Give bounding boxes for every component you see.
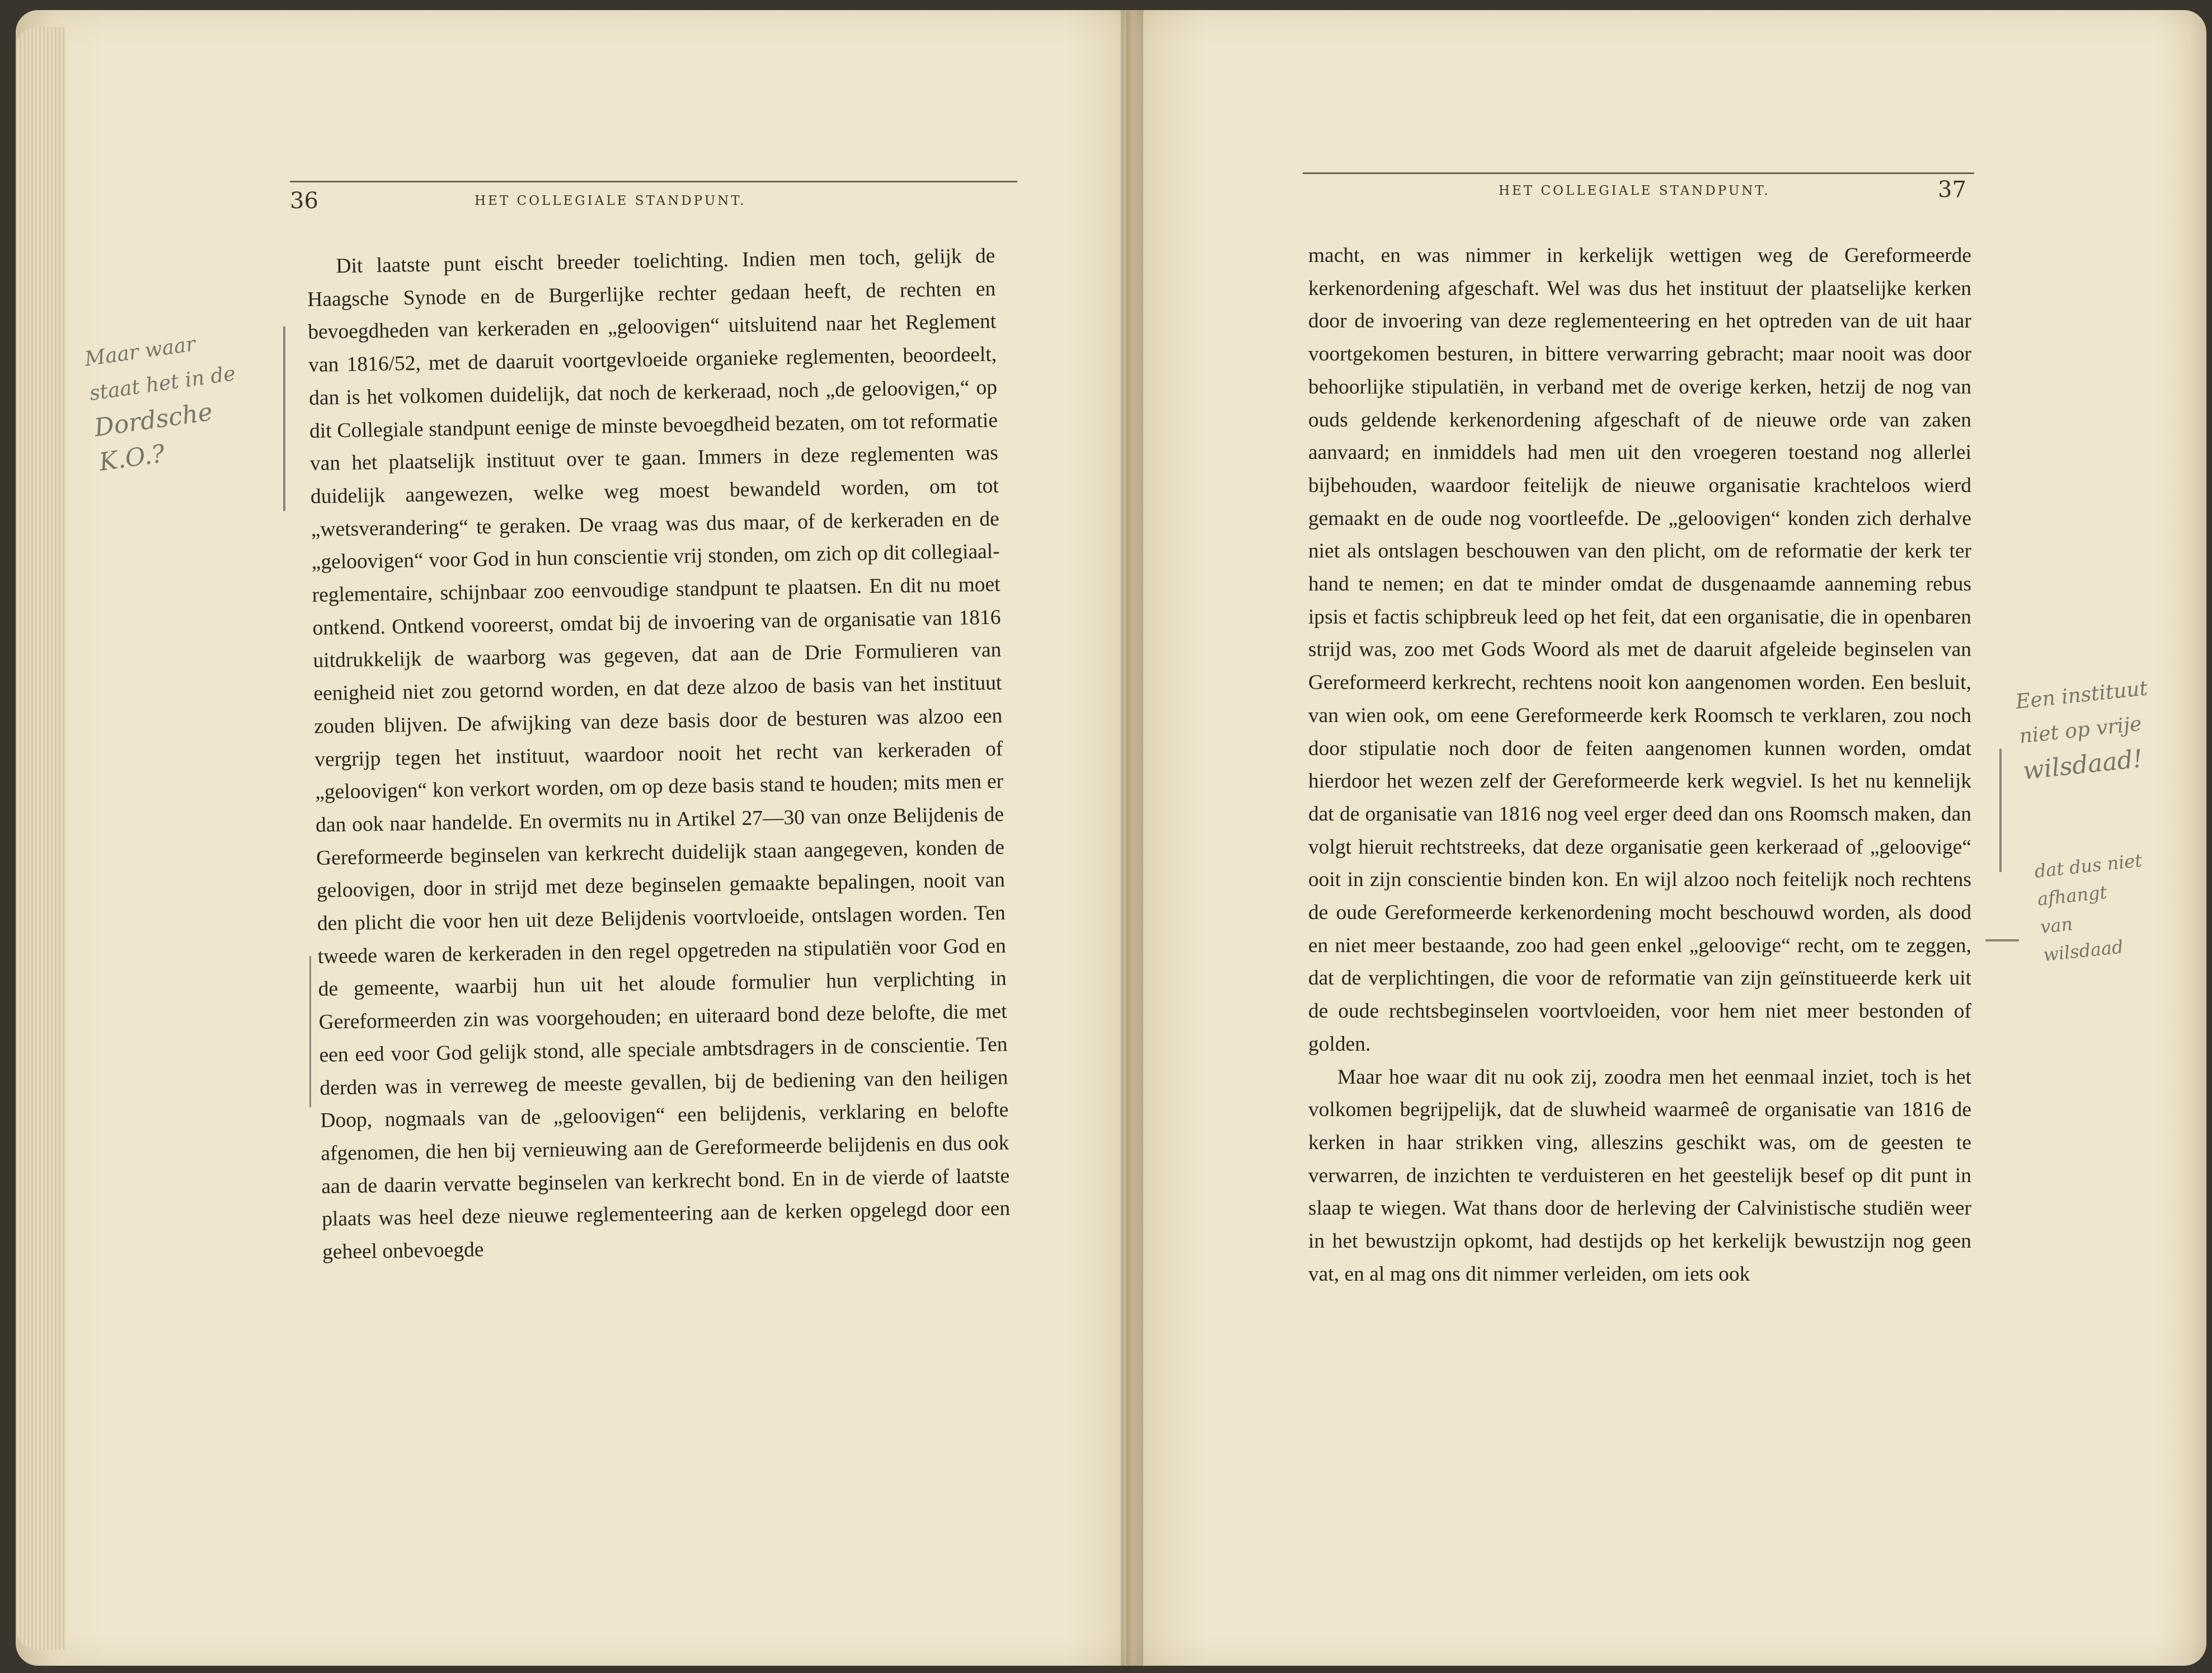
- margin-note-line: Een instituut: [2014, 677, 2149, 714]
- margin-note-left: [82, 317, 284, 480]
- margin-note-line: dat dus niet: [2033, 849, 2143, 882]
- page-number-right: 37: [1938, 177, 1966, 203]
- margin-note-line: van: [2039, 913, 2074, 938]
- header-rule-right: [1303, 172, 1974, 174]
- margin-note-line: Dordsche K.O.?: [92, 397, 214, 477]
- right-body-text: [1308, 240, 1971, 1291]
- margin-note-line: Maar waar: [83, 332, 197, 371]
- margin-bracket-line: [283, 326, 285, 511]
- running-head-right: HET COLLEGIALE STANDPUNT.: [1499, 184, 1770, 198]
- header-rule-left: [290, 181, 1017, 182]
- book-spine: [1121, 10, 1143, 1666]
- margin-dash-mark: [1985, 939, 2019, 941]
- margin-note-right-1: [2014, 668, 2192, 789]
- margin-note-line: staat het in de: [88, 362, 237, 406]
- paragraph: Dit laatste punt eischt breeder toelichting. Indien men toch, gelijk de Haagsche Synode en de Burgerlijke rechter gedaan heeft, de rechten en bevoegdheden van kerkeraden en „geloovigen“ uitsluitend naar het Reglement van 1816/52, met de daaruit voortgevloeide organieke reglementen, beoordeelt, dan is het volkomen duidelijk, dat noch de kerkeraad, noch „de geloovigen,“ op dit Collegiale standpunt eenige de minste bevoegdheid bezaten, om tot reformatie van het plaatselijk instituut over te gaan. Immers in deze reglementen was duidelijk aangewezen, welke weg moest bewandeld worden, om tot „wetsverandering“ te geraken. De vraag was dus maar, of de kerkeraden en de „geloovigen“ voor God in hun conscientie vrij stonden, om zich op dit collegiaal-reglementaire, schijnbaar zoo eenvoudige standpunt te plaatsen. En dit nu moet ontkend. Ontkend vooreerst, omdat bij de invoering van de organisatie van 1816 uitdrukkelijk de waarborg was gegeven, dat aan de Drie Formulieren van eenigheid niet zou getornd worden, en dat deze alzoo de basis van het instituut zouden blijven. De afwijking van deze basis door de besturen was alzoo een vergrijp tegen het instituut, waardoor nooit het recht van kerkeraden of „geloovigen“ kon verkort worden, om op deze basis stand te houden; mits men er dan ook naar handelde. En overmits nu in Artikel 27—30 van onze Belijdenis de Gereformeerde beginselen van kerkrecht duidelijk staan aangegeven, konden de geloovigen, door in strijd met deze beginselen gemaakte bepalingen, nooit van den plicht die voor hen uit deze Belijdenis voortvloeide, ontslagen worden. Ten tweede waren de kerkeraden in den regel opgetreden na stipulatiën voor God en de gemeente, waarbij hun uit het aloude formulier hun verplichting in Gereformeerden zin was voorgehouden; en uiteraard bond deze belofte, die met een eed voor God gelijk stond, alle speciale ambtsdragers in de conscientie. Ten derden was in verreweg de meeste gevallen, bij de bediening van den heiligen Doop, nogmaals van de „geloovigen“ een belijdenis, verklaring en belofte afgenomen, die hen bij vernieuwing aan de Gereformeerde belijdenis en dus ook aan de daarin vervatte beginselen van kerkrecht bond. En in de vierde of laatste plaats was heel deze nieuwe reglementeering aan de kerken opgelegd door een geheel onbevoegde: [307, 244, 1011, 1264]
- margin-note-line: afhangt: [2036, 881, 2108, 910]
- open-book: [16, 10, 2206, 1666]
- right-page: [1126, 10, 2206, 1666]
- page-edges: [16, 27, 66, 1650]
- left-body-text: [307, 240, 1011, 1269]
- margin-note-right-2: [2033, 842, 2189, 969]
- running-head-left: HET COLLEGIALE STANDPUNT.: [475, 194, 746, 208]
- margin-bracket-line: [309, 956, 311, 1107]
- left-page: [16, 10, 1138, 1666]
- margin-note-line: wilsdaad: [2042, 936, 2125, 966]
- margin-bracket-line: [1999, 749, 2002, 872]
- margin-note-line: niet op vrije: [2018, 712, 2143, 748]
- paragraph: Maar hoe waar dit nu ook zij, zoodra men het eenmaal inziet, toch is het volkomen begrijpelijk, dat de sluwheid waarmeê de organisatie van 1816 de kerken in haar strikken ving, alleszins geschikt was, om de geesten te verwarren, de inzichten te verduisteren en het geestelijk besef op dit punt in slaap te wiegen. Wat thans door de herleving der Calvinistische studiën weer in het bewustzijn opkomt, had destijds op het kerkelijk bewustzijn nog geen vat, en al mag ons dit nimmer verleiden, om iets ook: [1308, 1065, 1971, 1286]
- margin-note-line: wilsdaad!: [2021, 744, 2144, 786]
- page-number-left: 36: [290, 188, 318, 214]
- paragraph: macht, en was nimmer in kerkelijk wettigen weg de Gereformeerde kerkenordening afgeschaft. Wel was dus het instituut der plaatselijke kerken door de invoering van deze reglementeering en het optreden van de uit haar voortgekomen besturen, in bittere verwarring gebracht; maar nooit was door behoorlijke stipulatiën, in verband met de overige kerken, hetzij de nog van ouds geldende kerkenordening afgeschaft of de nieuwe orde van zaken aanvaard; en inmiddels had men uit den vroegeren toestand nog allerlei bijbehouden, waardoor feitelijk de nieuwe organisatie krachteloos wierd gemaakt en de oude nog voortleefde. De „geloovigen“ konden zich derhalve niet als ontslagen beschouwen van den plicht, om de reformatie der kerk ter hand te nemen; en dat te minder omdat de dusgenaamde aanneming rebus ipsis et factis schipbreuk leed op het feit, dat een organisatie, die in openbaren strijd was, zoo met Gods Woord als met de daaruit afgeleide beginselen van Gereformeerd kerkrecht, rechtens nooit kon aangenomen worden. Een besluit, van wien ook, om eene Gereformeerde kerk Roomsch te verklaren, zou noch door stipulatie noch door de feiten aangenomen kunnen worden, omdat hierdoor het wezen zelf der Gereformeerde kerk wegviel. Is het nu kennelijk dat de organisatie van 1816 nog veel erger deed dan ons Roomsch maken, dan volgt hieruit rechtstreeks, dat deze organisatie geen kerkeraad of „geloovige“ ooit in zijn conscientie binden kon. En wijl alzoo noch feitelijk noch rechtens de oude Gereformeerde kerkenordening mocht beschouwd worden, als dood en niet meer bestaande, zoo had geen enkel „geloovige“ recht, om te zeggen, dat de verplichtingen, die voor de reformatie van zijn geïnstitueerde kerk uit de oude rechtsbeginselen voortvloeiden, voor hem niet meer bestonden of golden.: [1308, 244, 1971, 1056]
